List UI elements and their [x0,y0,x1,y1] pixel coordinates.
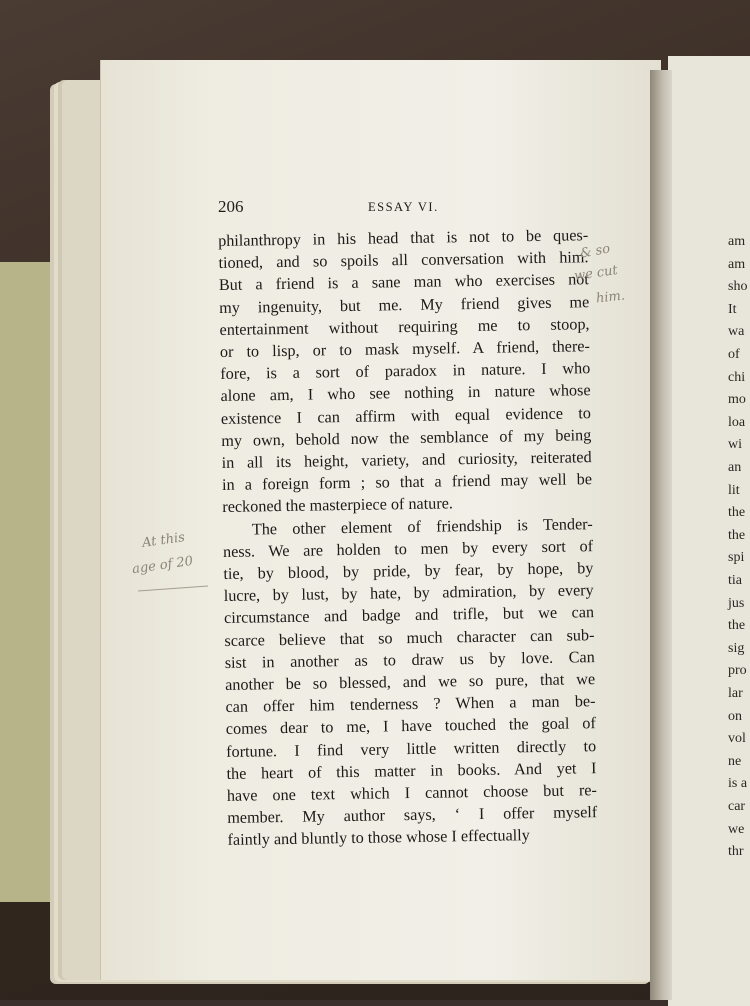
text-line: sist in another as to draw us by love. Can [224,647,595,672]
text-line: fortune. I find very little written directly to [226,736,597,761]
facing-page-fragment: lar [728,686,743,701]
margin-note-right-3: him. [595,288,626,307]
facing-page-fragment: wi [728,437,742,453]
facing-page-fragment: jus [728,595,745,611]
running-title: ESSAY VI. [368,200,439,214]
facing-page-fragment: wa [728,324,745,340]
text-line: ness. We are holden to men by every sort of [222,536,594,561]
facing-page-fragment: It [728,301,737,317]
margin-note-right-1: & so [578,241,612,262]
margin-note-left-1: At this [141,530,186,551]
facing-page-fragment: thr [728,844,744,860]
text-line: another be so blessed, and we so pure, that we [225,670,596,695]
text-line: my own, behold now the semblance of my being [221,425,592,450]
facing-page-fragment: on [728,708,742,724]
text-line: existence I can affirm with equal evidence to [220,403,592,428]
facing-page-fragment: the [728,505,746,521]
text-line: philanthropy in his head that is not to be ques- [218,226,589,250]
facing-page-fragment: lit [728,482,740,498]
facing-page [668,56,750,1006]
book-gutter [650,70,672,1000]
facing-page-fragment: an [728,460,742,475]
text-line: circumstance and badge and trifle, but we can [223,603,595,628]
facing-page-fragment: is a [728,776,748,792]
facing-page-fragment: the [728,527,746,543]
facing-page-fragment: we [728,821,745,837]
text-line: my ingenuity, but me. My friend gives me [219,292,590,317]
page-text [218,224,598,851]
text-line: alone am, I who see nothing in nature whose [220,381,591,406]
facing-page-fragment: tia [728,573,742,588]
text-line: in a foreign form ; so that a friend may well be [221,470,593,495]
text-line: in all its height, variety, and curiosity, reiterated [221,448,592,473]
text-line: scarce believe that so much character can sub- [224,625,595,650]
text-line: member. My author says, ‘ I offer myself [227,803,598,828]
facing-page-fragment: am [728,256,746,272]
text-line: reckoned the masterpiece of nature. [222,494,454,517]
facing-page-fragment: of [728,347,740,362]
text-line: lucre, by lust, by hate, by admiration, by every [223,581,594,606]
text-line: fore, is a sort of paradox in nature. I who [220,359,591,384]
margin-note-left-2: age of 20 [131,553,194,578]
text-line: or to lisp, or to mask myself. A friend, there- [219,337,591,361]
facing-page-fragment: sho [728,279,748,295]
page-number: 206 [218,197,244,216]
text-line: The other element of friendship is Tender- [251,514,593,539]
facing-page-fragment: car [728,799,746,814]
text-line: But a friend is a sane man who exercises not [218,270,589,295]
facing-page-fragment: sig [728,640,745,656]
facing-page-fragment: chi [728,369,746,385]
facing-page-fragment: mo [728,392,746,408]
facing-page-fragment: the [728,618,746,634]
text-line: the heart of this matter in books. And yet I [226,758,597,783]
text-line: tie, by blood, by pride, by fear, by hope, by [223,559,594,584]
text-line: can offer him tenderness ? When a man be- [225,692,596,717]
page-header [218,197,588,219]
text-line: tioned, and so spoils all conversation with him. [218,248,589,273]
facing-page-fragment: ne [728,753,742,769]
facing-page-fragment: am [728,234,746,249]
facing-page-fragment: pro [728,663,747,679]
text-line: faintly and bluntly to those whose I effectually [227,826,530,850]
facing-page-fragment: loa [728,414,746,430]
text-line: entertainment without requiring me to stoop, [219,314,590,339]
margin-note-right-2: we cut [573,263,619,284]
text-line: comes dear to me, I have touched the goal of [225,714,596,739]
facing-page-fragment: spi [728,550,745,566]
text-line: have one text which I cannot choose but re- [226,781,597,806]
facing-page-fragment: vol [728,731,746,747]
